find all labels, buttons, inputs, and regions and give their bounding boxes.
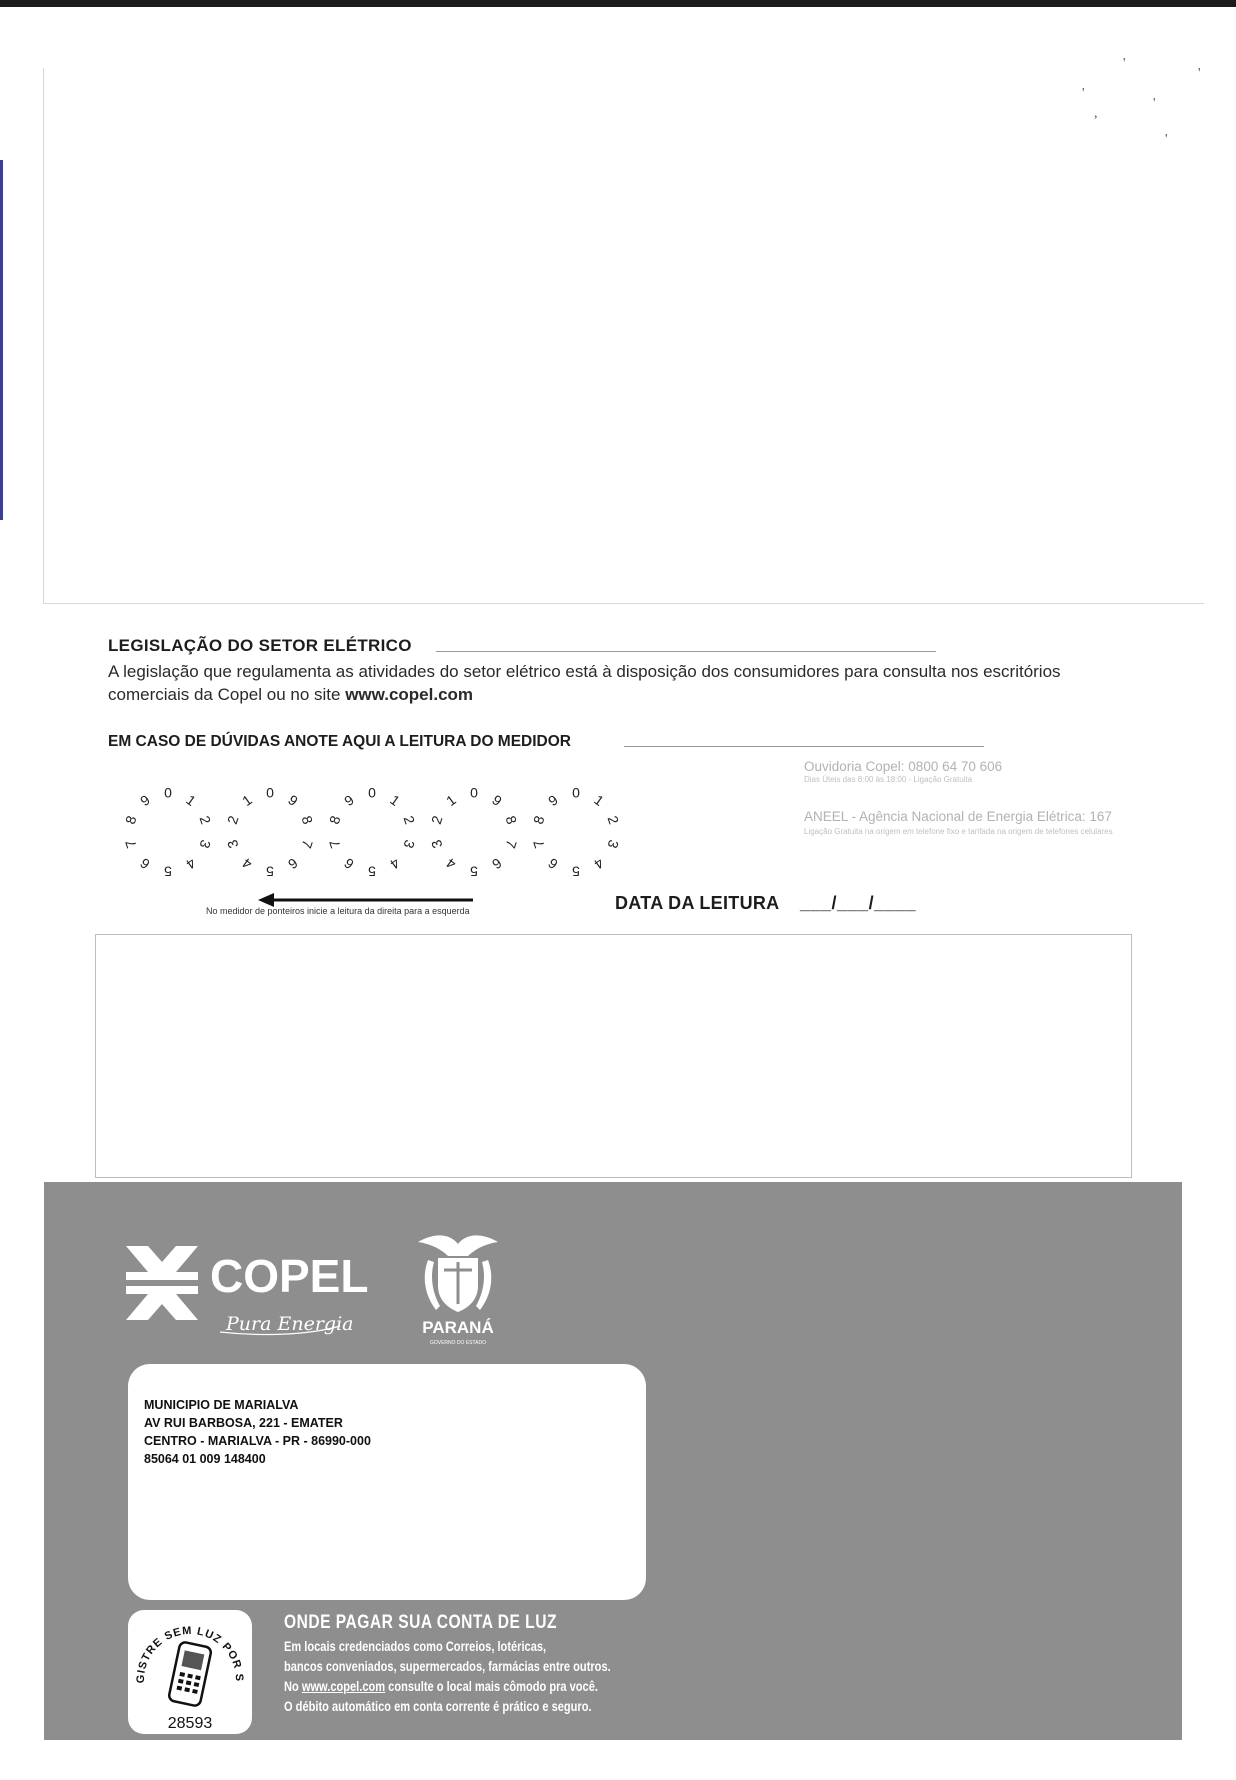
- parana-name: PARANÁ: [422, 1318, 494, 1337]
- dial-5-digit: 3: [604, 837, 623, 851]
- dial-4-digit: 7: [502, 837, 521, 851]
- dial-4-digit: 1: [443, 791, 459, 810]
- dial-3-digit: 2: [400, 813, 419, 827]
- onde-pagar-block: [284, 1612, 682, 1717]
- dial-3-digit: 6: [341, 854, 357, 873]
- blank-notes-box: [95, 934, 1132, 1178]
- copel-logo: [126, 1246, 386, 1356]
- arrow-caption: No medidor de ponteiros inicie a leitura da direita para a esquerda: [206, 906, 470, 916]
- dial-4-digit: 6: [489, 854, 505, 873]
- onde-pagar-line-4: O débito automático em conta corrente é prático e seguro.: [284, 1699, 592, 1714]
- dial-1-digit: 9: [137, 791, 153, 810]
- dial-4-digit: 8: [502, 813, 521, 827]
- dial-2-digit: 8: [298, 813, 317, 827]
- dial-4-digit: 5: [470, 863, 478, 880]
- dial-3-digit: 9: [341, 791, 357, 810]
- parana-sub: GOVERNO DO ESTADO: [429, 1340, 487, 1346]
- dial-2-digit: 6: [285, 854, 301, 873]
- left-edge-strip: [0, 160, 3, 520]
- dial-1-digit: 8: [121, 813, 140, 827]
- onde-pagar-line-3-suffix: consulte o local mais cômodo pra você.: [385, 1679, 598, 1694]
- dial-5-digit: 8: [529, 813, 548, 827]
- legislacao-body: A legislação que regulamenta as atividades do setor elétrico está à disposição dos consumidores para consulta nos escritórios comerciais da Copel ou no site: [108, 662, 1061, 704]
- dial-5-digit: 4: [591, 854, 607, 873]
- dial-2-digit: 2: [223, 813, 242, 827]
- blank-upper-area: [43, 68, 1204, 604]
- aneel-label: ANEEL - Agência Nacional de Energia Elétrica: 167: [804, 809, 1112, 824]
- address-line-4: 85064 01 009 148400: [144, 1452, 266, 1466]
- cellphone-icon: [168, 1641, 212, 1706]
- dial-3-digit: 3: [400, 837, 419, 851]
- dial-2-digit: 3: [223, 837, 242, 851]
- dial-2-digit: 7: [298, 837, 317, 851]
- dial-2-digit: 1: [239, 791, 255, 810]
- dial-1-digit: 0: [164, 784, 172, 801]
- onde-pagar-line-1: Em locais credenciados como Correios, lotéricas,: [284, 1639, 547, 1654]
- duvidas-rule: [624, 746, 984, 747]
- dial-5-digit: 7: [529, 837, 548, 851]
- dial-1-digit: 5: [164, 863, 172, 880]
- dial-4-digit: 0: [470, 784, 478, 801]
- dial-3-digit: 0: [368, 784, 376, 801]
- data-leitura-field[interactable]: ___/___/____: [800, 893, 917, 913]
- dial-2-digit: 4: [239, 854, 255, 873]
- dial-1-digit: 1: [183, 791, 199, 810]
- sms-badge-text: GISTRE SEM LUZ POR S: [134, 1624, 246, 1684]
- address-line-2: AV RUI BARBOSA, 221 - EMATER: [144, 1416, 343, 1430]
- dial-5-digit: 0: [572, 784, 580, 801]
- dial-2-digit: 0: [266, 784, 274, 801]
- address-line-3: CENTRO - MARIALVA - PR - 86990-000: [144, 1434, 371, 1448]
- dial-3-digit: 5: [368, 863, 376, 880]
- dial-3-digit: 4: [387, 854, 403, 873]
- top-edge-bar: [0, 0, 1236, 7]
- legislacao-text: [108, 660, 1128, 706]
- dial-5-digit: 1: [591, 791, 607, 810]
- sms-number: 28593: [167, 1715, 213, 1732]
- dial-5-digit: 6: [545, 854, 561, 873]
- duvidas-title: EM CASO DE DÚVIDAS ANOTE AQUI A LEITURA DO MEDIDOR: [108, 733, 572, 750]
- copel-slogan: Pura Energia: [226, 1313, 354, 1335]
- dial-3-digit: 7: [325, 837, 344, 851]
- ouvidoria-label: Ouvidoria Copel: 0800 64 70 606: [804, 759, 1003, 774]
- onde-pagar-line-3: [284, 1677, 611, 1697]
- onde-pagar-line-2: bancos conveniados, supermercados, farmácias entre outros.: [284, 1659, 611, 1674]
- dial-1-digit: 4: [183, 854, 199, 873]
- dial-4-digit: 9: [489, 791, 505, 810]
- onde-pagar-line-3-prefix: No: [284, 1679, 302, 1694]
- dial-1-digit: 7: [121, 837, 140, 851]
- parana-coat-of-arms-logo: [408, 1230, 508, 1350]
- legislacao-link[interactable]: www.copel.com: [345, 685, 474, 704]
- address-window: [128, 1364, 646, 1600]
- dial-5-digit: 9: [545, 791, 561, 810]
- dial-2-digit: 9: [285, 791, 301, 810]
- sms-badge: [128, 1610, 252, 1734]
- mailing-band: [44, 1182, 1182, 1740]
- dial-1-digit: 2: [196, 813, 215, 827]
- dial-4-digit: 4: [443, 854, 459, 873]
- legislacao-rule: [436, 651, 936, 652]
- sms-badge-graphic: [128, 1610, 252, 1734]
- dial-5-digit: 5: [572, 863, 580, 880]
- dial-4-digit: 2: [427, 813, 446, 827]
- copel-name: COPEL: [210, 1250, 369, 1302]
- dial-5-digit: 2: [604, 813, 623, 827]
- dial-3-digit: 8: [325, 813, 344, 827]
- meter-dials: [120, 777, 630, 887]
- data-leitura-label: DATA DA LEITURA: [615, 893, 780, 913]
- onde-pagar-title: ONDE PAGAR SUA CONTA DE LUZ: [284, 1612, 557, 1633]
- address-block: [144, 1396, 371, 1468]
- legislacao-title: LEGISLAÇÃO DO SETOR ELÉTRICO: [108, 636, 412, 655]
- dial-2-digit: 5: [266, 863, 274, 880]
- ouvidoria-hours: Dias Úteis das 8:00 às 18:00 - Ligação Gratuita: [804, 775, 973, 784]
- copel-symbol-icon: [126, 1246, 198, 1320]
- address-line-1: MUNICIPIO DE MARIALVA: [144, 1398, 299, 1412]
- onde-pagar-link[interactable]: www.copel.com: [301, 1679, 386, 1694]
- dial-3-digit: 1: [387, 791, 403, 810]
- dial-4-digit: 3: [427, 837, 446, 851]
- dial-1-digit: 3: [196, 837, 215, 851]
- left-arrow-icon: [258, 893, 473, 907]
- dial-1-digit: 6: [137, 854, 153, 873]
- aneel-note: Ligação Gratuita na origem em telefone fixo e tarifada na origem de telefones celulares: [804, 827, 1113, 836]
